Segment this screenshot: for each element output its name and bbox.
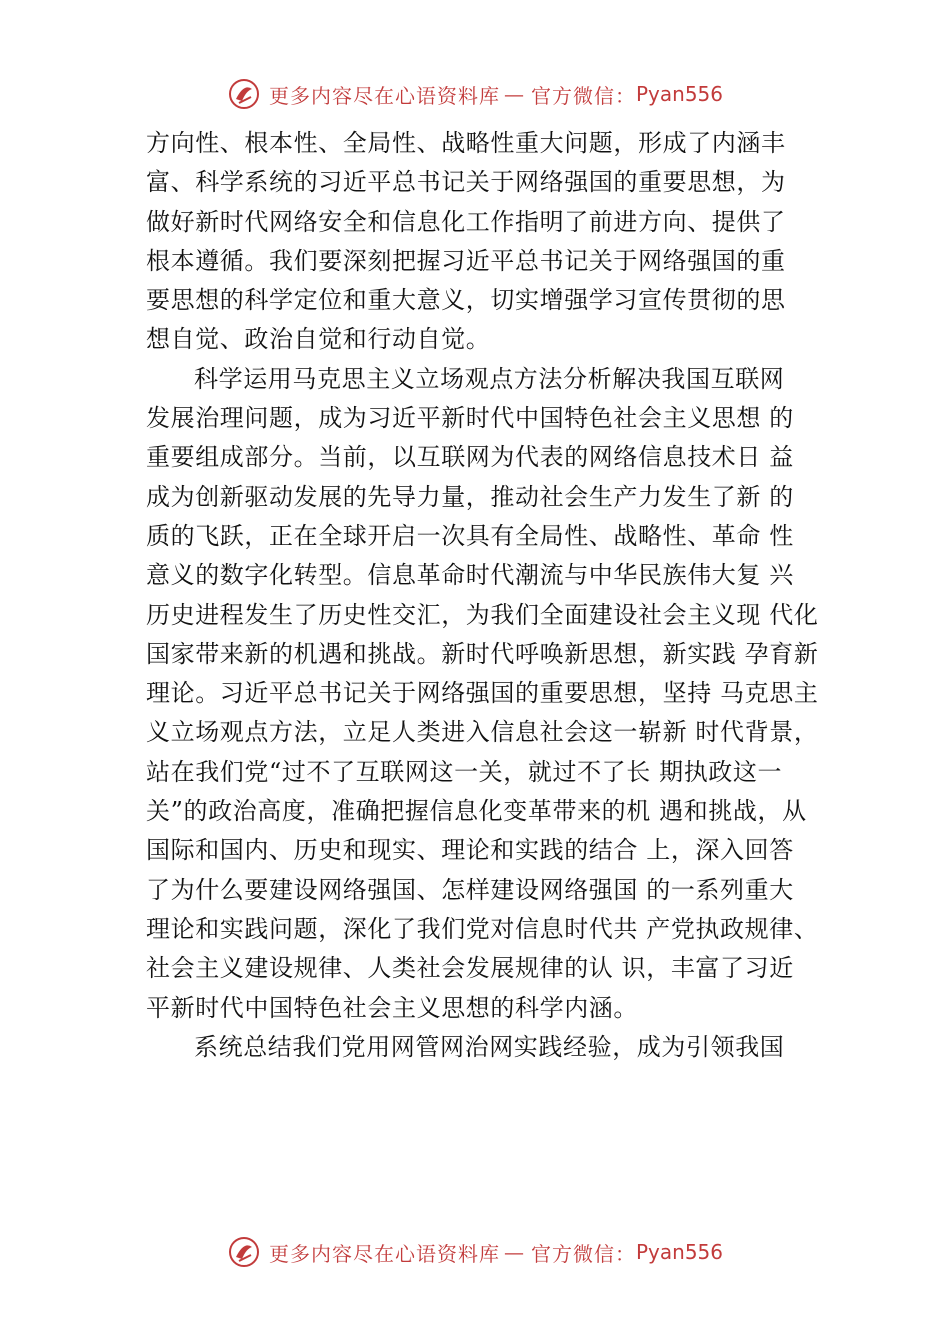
header-watermark (0, 72, 950, 116)
text-line: 重要组成部分。当前，以互联网为代表的网络信息技术日 益 (146, 443, 794, 472)
text-line: 科学运用马克思主义立场观点方法分析解决我国互联网 (194, 364, 785, 393)
logo-icon (227, 77, 261, 111)
text-line: 富、科学系统的习近平总书记关于网络强国的重要思想，为 (146, 168, 786, 197)
paragraph (146, 1028, 846, 1067)
text-line: 关”的政治高度，准确把握信息化变革带来的机 遇和挑战，从 (146, 797, 807, 826)
text-line: 平新时代中国特色社会主义思想的科学内涵。 (146, 993, 638, 1022)
text-line: 国际和国内、历史和现实、理论和实践的结合 上，深入回答 (146, 836, 794, 865)
watermark-id: Pyan556 (635, 82, 723, 106)
text-line: 做好新时代网络安全和信息化工作指明了前进方向、提供了 (146, 207, 786, 236)
watermark-text: 更多内容尽在心语资料库 (268, 1241, 500, 1266)
footer-watermark (0, 1230, 950, 1274)
text-line: 系统总结我们党用网管网治网实践经验，成为引领我国 (194, 1032, 785, 1061)
text-line: 发展治理问题，成为习近平新时代中国特色社会主义思想 的 (146, 404, 794, 433)
text-line: 要思想的科学定位和重大意义，切实增强学习宣传贯彻的思 (146, 286, 786, 315)
text-line: 方向性、根本性、全局性、战略性重大问题，形成了内涵丰 (146, 129, 786, 157)
text-line: 了为什么要建设网络强国、怎样建设网络强国 的一系列重大 (146, 875, 794, 904)
paragraph (146, 360, 846, 1028)
text-line: 站在我们党“过不了互联网这一关，就过不了长 期执政这一 (146, 757, 783, 786)
text-line: 根本遵循。我们要深刻把握习近平总书记关于网络强国的重 (146, 246, 786, 275)
logo-icon (227, 1235, 261, 1269)
text-line: 成为创新驱动发展的先导力量，推动社会生产力发生了新 的 (146, 482, 794, 511)
watermark-id: Pyan556 (635, 1240, 723, 1264)
watermark-label: 官方微信： (530, 1241, 636, 1266)
watermark-separator: — (503, 1240, 525, 1264)
text-line: 国家带来新的机遇和挑战。新时代呼唤新思想，新实践 孕育新 (146, 639, 819, 668)
text-line: 想自觉、政治自觉和行动自觉。 (146, 325, 491, 354)
document-body (146, 124, 846, 1067)
paragraph (146, 124, 846, 360)
text-line: 义立场观点方法，立足人类进入信息社会这一崭新 时代背景， (146, 718, 819, 747)
text-line: 理论。习近平总书记关于网络强国的重要思想，坚持 马克思主 (146, 679, 819, 708)
text-line: 理论和实践问题，深化了我们党对信息时代共 产党执政规律、 (146, 914, 819, 943)
watermark-text: 更多内容尽在心语资料库 (268, 83, 500, 108)
watermark-label: 官方微信： (530, 83, 636, 108)
text-line: 历史进程发生了历史性交汇，为我们全面建设社会主义现 代化 (146, 600, 819, 629)
text-line: 意义的数字化转型。信息革命时代潮流与中华民族伟大复 兴 (146, 561, 794, 590)
watermark-separator: — (503, 82, 525, 106)
text-line: 社会主义建设规律、人类社会发展规律的认 识，丰富了习近 (146, 954, 794, 983)
text-line: 质的飞跃，正在全球开启一次具有全局性、战略性、革命 性 (146, 521, 794, 550)
